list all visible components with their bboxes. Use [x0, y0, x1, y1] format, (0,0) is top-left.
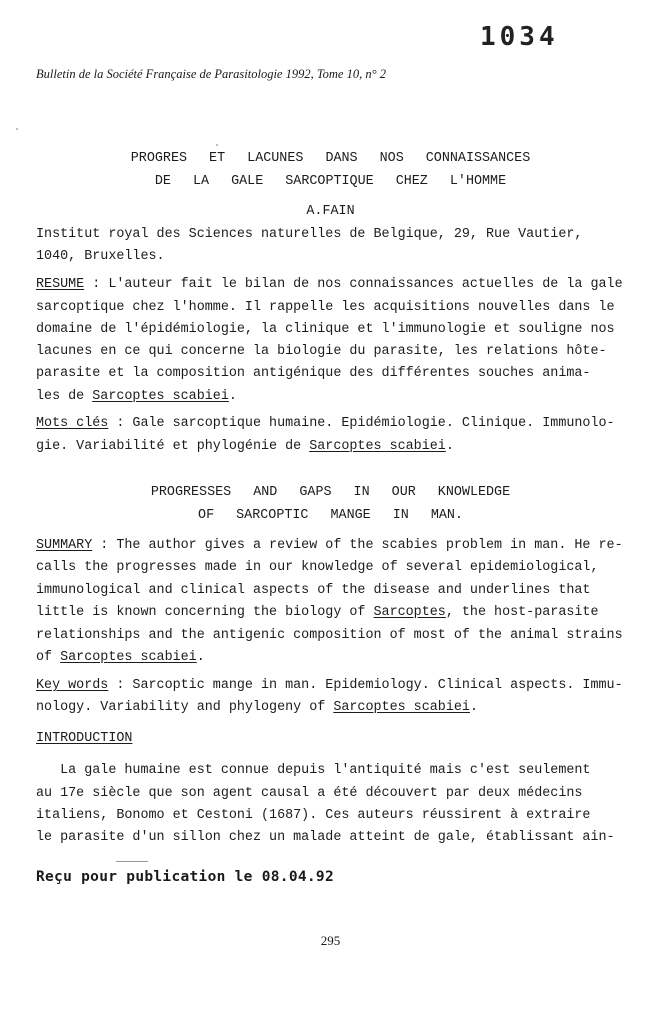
introduction-line-1: La gale humaine est connue depuis l'antiquité mais c'est seulement: [36, 763, 591, 778]
species-name: Sarcoptes: [373, 605, 446, 620]
summary-line-2: calls the progresses made in our knowledge of several epidemiological,: [36, 560, 599, 575]
french-title-line-2: DE LA GALE SARCOPTIQUE CHEZ L'HOMME: [154, 174, 507, 189]
mots-cles-prefix: gie. Variabilité et phylogénie de: [36, 439, 310, 454]
introduction-line-3: italiens, Bonomo et Cestoni (1687). Ces auteurs réussirent à extraire: [36, 808, 591, 823]
resume-label: RESUME: [36, 277, 85, 292]
summary-line-5: relationships and the antigenic composition of most of the animal strains: [36, 628, 623, 643]
key-words-label: Key words: [36, 678, 109, 693]
species-name: Sarcoptes scabiei: [60, 650, 197, 665]
author: A.FAIN: [306, 204, 355, 219]
handwritten-archive-number: 1034: [480, 22, 559, 52]
key-words-prefix: nology. Variability and phylogeny of: [36, 700, 334, 715]
species-name: Sarcoptes scabiei: [333, 700, 470, 715]
affiliation-line-1: Institut royal des Sciences naturelles de Belgique, 29, Rue Vautier,: [36, 227, 583, 242]
received-date: Reçu pour publication le 08.04.92: [36, 869, 334, 885]
summary-line-1: [36, 538, 623, 553]
species-name: Sarcoptes scabiei: [92, 389, 229, 404]
resume-line-4: lacunes en ce qui concerne la biologie du parasite, les relations hôte-: [36, 344, 607, 359]
key-words-suffix: .: [469, 700, 478, 715]
summary-line-4-prefix: little is known concerning the biology of: [36, 605, 374, 620]
species-name: Sarcoptes scabiei: [309, 439, 446, 454]
mots-cles-line-1: [36, 416, 615, 431]
resume-last-prefix: les de: [36, 389, 93, 404]
affiliation-line-2: 1040, Bruxelles.: [36, 249, 165, 264]
summary-line-6: [36, 650, 205, 665]
summary-line-4: [36, 605, 599, 620]
resume-line-5: parasite et la composition antigénique des différentes souches anima-: [36, 366, 591, 381]
summary-last-prefix: of: [36, 650, 61, 665]
page-number: 295: [320, 933, 341, 948]
mots-cles-text: : Gale sarcoptique humaine. Epidémiologie. Clinique. Immunolo-: [108, 416, 615, 431]
introduction-heading: INTRODUCTION: [36, 731, 133, 746]
introduction-line-4: le parasite d'un sillon chez un malade atteint de gale, établissant ain-: [36, 830, 615, 845]
key-words-line-2: [36, 700, 478, 715]
scan-speck: [216, 144, 218, 146]
mots-cles-line-2: [36, 439, 454, 454]
summary-line-3: immunological and clinical aspects of the disease and underlines that: [36, 583, 591, 598]
english-title-line-2: OF SARCOPTIC MANGE IN MAN.: [198, 508, 463, 523]
summary-last-suffix: .: [196, 650, 205, 665]
resume-last-suffix: .: [228, 389, 237, 404]
english-title-line-1: PROGRESSES AND GAPS IN OUR KNOWLEDGE: [150, 485, 511, 500]
key-words-line-1: [36, 678, 623, 693]
mots-cles-suffix: .: [445, 439, 454, 454]
journal-citation: Bulletin de la Société Française de Parasitologie 1992, Tome 10, n° 2: [36, 67, 386, 81]
summary-label: SUMMARY: [36, 538, 93, 553]
resume-text: : L'auteur fait le bilan de nos connaissances actuelles de la gale: [84, 277, 623, 292]
french-title-line-1: PROGRES ET LACUNES DANS NOS CONNAISSANCES: [130, 151, 531, 166]
introduction-line-2: au 17e siècle que son agent causal a été découvert par deux médecins: [36, 786, 583, 801]
summary-text: : The author gives a review of the scabies problem in man. He re-: [92, 538, 623, 553]
scan-speck: [16, 128, 18, 130]
key-words-text: : Sarcoptic mange in man. Epidemiology. Clinical aspects. Immu-: [108, 678, 623, 693]
footnote-separator: [116, 861, 148, 862]
resume-line-3: domaine de l'épidémiologie, la clinique et l'immunologie et souligne nos: [36, 322, 615, 337]
resume-line-6: [36, 389, 237, 404]
summary-line-4-suffix: , the host-parasite: [445, 605, 599, 620]
resume-line-1: [36, 277, 623, 292]
resume-line-2: sarcoptique chez l'homme. Il rappelle les acquisitions nouvelles dans le: [36, 300, 615, 315]
mots-cles-label: Mots clés: [36, 416, 109, 431]
